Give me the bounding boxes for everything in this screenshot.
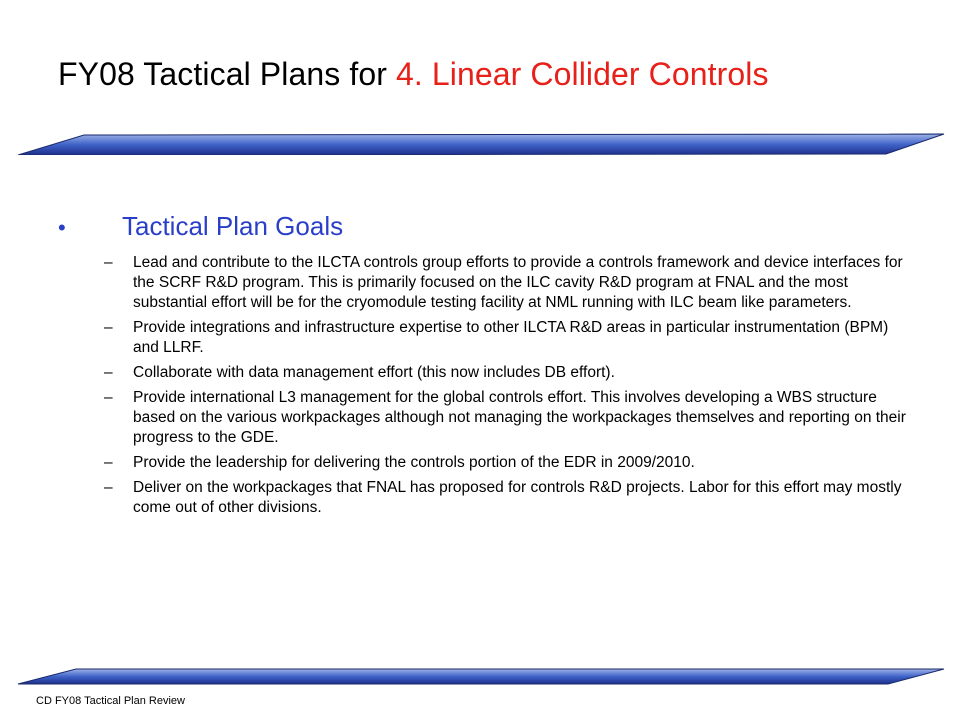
goal-text: Deliver on the workpackages that FNAL has proposed for controls R&D projects. Labor for this effort may mostly come out of other divisions. <box>133 479 902 516</box>
slide-title-prefix: FY08 Tactical Plans for <box>58 56 396 92</box>
goal-item <box>58 478 908 518</box>
goal-item <box>58 253 908 313</box>
dash-icon: – <box>104 364 113 381</box>
footer-label: CD FY08 Tactical Plan Review <box>36 695 185 707</box>
goal-item <box>58 363 908 383</box>
dash-icon: – <box>104 454 113 471</box>
goals-heading: Tactical Plan Goals <box>122 211 344 241</box>
dash-icon: – <box>104 479 113 496</box>
header-divider <box>0 131 960 155</box>
goal-text: Collaborate with data management effort (this now includes DB effort). <box>133 364 615 381</box>
footer-divider <box>0 667 960 685</box>
goals-heading-row <box>58 211 908 247</box>
goal-item <box>58 453 908 473</box>
goal-text: Lead and contribute to the ILCTA controls group efforts to provide a controls framework and device interfaces for the SCRF R&D program. This is primarily focused on the ILC cavity R&D program at FNAL and the most substantial effort will be for the cryomodule testing facility at NML running with ILC beam like parameters. <box>133 254 903 311</box>
goal-text: Provide integrations and infrastructure expertise to other ILCTA R&D areas in particular instrumentation (BPM) and LLRF. <box>133 319 889 356</box>
tactical-plan-goals <box>58 211 908 523</box>
dash-icon: – <box>104 254 113 271</box>
goal-text: Provide the leadership for delivering the controls portion of the EDR in 2009/2010. <box>133 454 695 471</box>
bullet-icon: • <box>58 215 66 240</box>
goal-list <box>58 253 908 518</box>
dash-icon: – <box>104 319 113 336</box>
goal-item <box>58 388 908 448</box>
goal-item <box>58 318 908 358</box>
slide-title-highlight: 4. Linear Collider Controls <box>395 56 769 92</box>
goal-text: Provide international L3 management for the global controls effort. This involves developing a WBS structure based on the various workpackages although not managing the workpackages themselves and reporting on their progress to the GDE. <box>133 389 906 446</box>
slide-title <box>58 56 769 93</box>
dash-icon: – <box>104 389 113 406</box>
